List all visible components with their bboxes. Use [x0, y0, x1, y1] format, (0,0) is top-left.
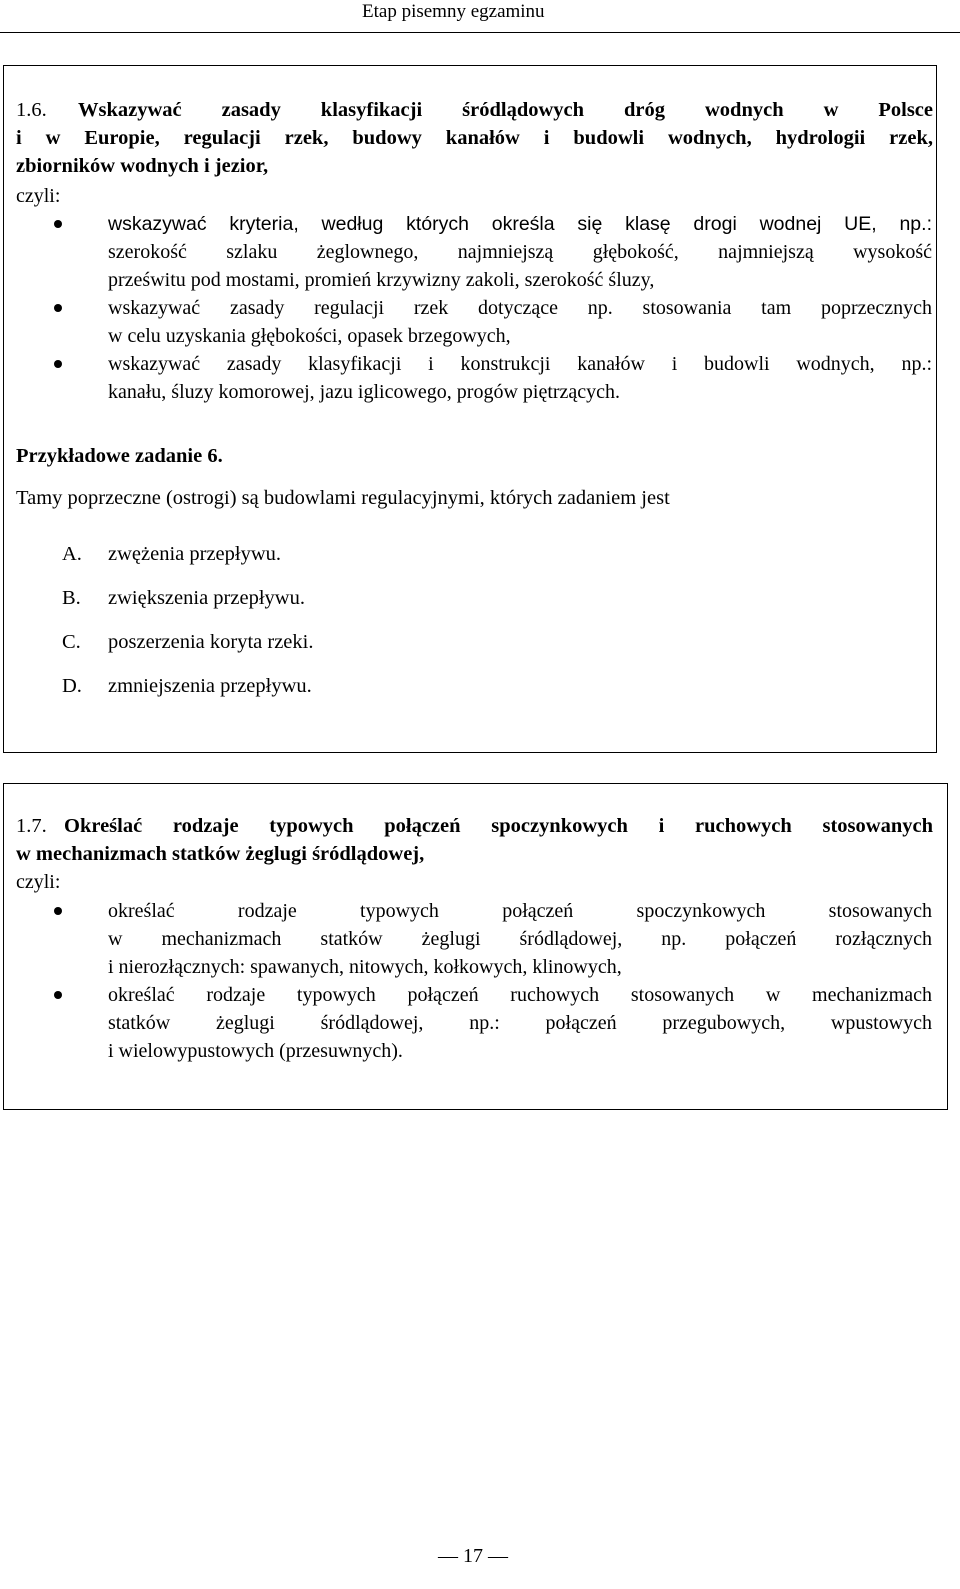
section-1-6-heading-line-1	[16, 96, 933, 124]
answer-text: zmniejszenia przepływu.	[108, 675, 312, 697]
answer-letter: D.	[62, 675, 82, 697]
answer-list	[62, 540, 313, 716]
criteria-list	[108, 210, 932, 406]
list-item	[108, 897, 932, 981]
answer-text: poszerzenia koryta rzeki.	[108, 631, 314, 653]
answer-option	[62, 540, 313, 584]
answer-letter: B.	[62, 587, 81, 609]
bullet-icon	[54, 907, 62, 915]
heading-line: Określać rodzaje typowych połączeń spoczynkowych i ruchowych stosowanych	[64, 815, 933, 837]
list-line: określać rodzaje typowych połączeń ruchowych stosowanych w mechanizmach	[108, 984, 932, 1006]
list-line: wskazywać kryteria, według których określa się klasę drogi wodnej UE, np.:	[108, 213, 932, 235]
list-line: w celu uzyskania głębokości, opasek brzegowych,	[108, 325, 511, 347]
bullet-icon	[54, 991, 62, 999]
example-task-title: Przykładowe zadanie 6.	[16, 445, 223, 467]
heading-line: w mechanizmach statków żeglugi śródlądowej,	[16, 843, 425, 865]
list-item	[108, 294, 932, 350]
bullet-icon	[54, 220, 62, 228]
list-line: określać rodzaje typowych połączeń spoczynkowych stosowanych	[108, 900, 932, 922]
list-item	[108, 350, 932, 406]
answer-letter: A.	[62, 543, 82, 565]
page-number: — 17 —	[438, 1545, 508, 1567]
list-item	[108, 981, 932, 1065]
list-line: statków żeglugi śródlądowej, np.: połączeń przegubowych, wpustowych	[108, 1012, 932, 1034]
answer-option	[62, 584, 313, 628]
bullet-icon	[54, 360, 62, 368]
list-line: i nierozłącznych: spawanych, nitowych, kołkowych, klinowych,	[108, 956, 622, 978]
bullet-icon	[54, 304, 62, 312]
heading-line: i w Europie, regulacji rzek, budowy kanałów i budowli wodnych, hydrologii rzek,	[16, 127, 933, 149]
section-1-7-heading	[16, 812, 933, 868]
list-line: szerokość szlaku żeglownego, najmniejszą głębokość, najmniejszą wysokość	[108, 241, 932, 263]
answer-option	[62, 672, 313, 716]
czyli-label: czyli:	[16, 185, 61, 207]
page-header	[0, 0, 960, 33]
answer-option	[62, 628, 313, 672]
answer-text: zwężenia przepływu.	[108, 543, 282, 565]
czyli-label: czyli:	[16, 871, 61, 893]
section-number: 1.7.	[16, 815, 47, 837]
section-1-7-heading-line-1	[16, 812, 933, 840]
answer-letter: C.	[62, 631, 81, 653]
heading-line: Wskazywać zasady klasyfikacji śródlądowych dróg wodnych w Polsce	[78, 99, 933, 121]
list-item	[108, 210, 932, 294]
answer-text: zwiększenia przepływu.	[108, 587, 305, 609]
section-number: 1.6.	[16, 99, 47, 121]
question-text: Tamy poprzeczne (ostrogi) są budowlami regulacyjnymi, których zadaniem jest	[16, 487, 670, 509]
header-title: Etap pisemny egzaminu	[362, 1, 545, 22]
list-line: w mechanizmach statków żeglugi śródlądowej, np. połączeń rozłącznych	[108, 928, 932, 950]
section-1-6-heading	[16, 96, 933, 180]
connections-list	[108, 897, 932, 1065]
heading-line: zbiorników wodnych i jezior,	[16, 155, 269, 177]
list-line: prześwitu pod mostami, promień krzywizny zakoli, szerokość śluzy,	[108, 269, 655, 291]
list-line: kanału, śluzy komorowej, jazu iglicowego, progów piętrzących.	[108, 381, 621, 403]
list-line: wskazywać zasady klasyfikacji i konstrukcji kanałów i budowli wodnych, np.:	[108, 353, 932, 375]
list-line: i wielowypustowych (przesuwnych).	[108, 1040, 403, 1062]
list-line: wskazywać zasady regulacji rzek dotyczące np. stosowania tam poprzecznych	[108, 297, 932, 319]
